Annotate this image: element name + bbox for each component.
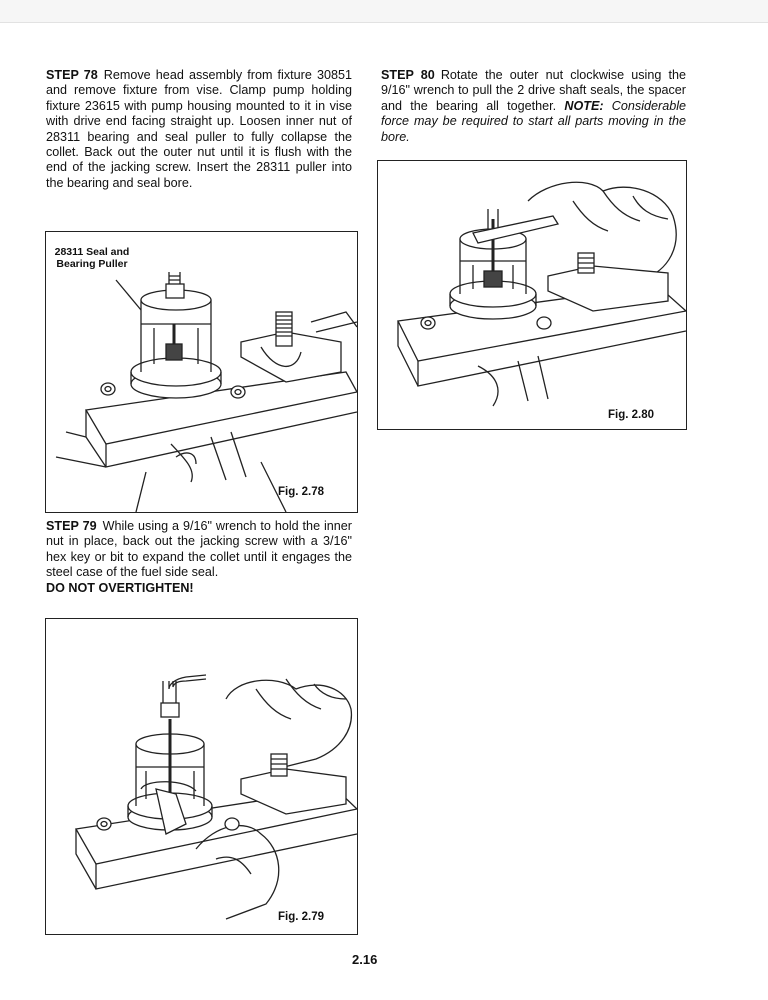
figure-2-79-illustration (46, 619, 357, 934)
step-80-note-label: NOTE: (564, 98, 604, 113)
figure-2-79-caption: Fig. 2.79 (278, 911, 325, 923)
step-79-text (46, 519, 352, 596)
step-80-note-text: Considerable force may be required to start all parts moving in the bore. (381, 98, 687, 144)
step-80-text (381, 68, 686, 145)
figure-2-78-illustration (46, 232, 357, 512)
figure-2-78-caption: Fig. 2.78 (278, 486, 325, 498)
step-78-text (46, 68, 352, 191)
figure-2-78 (45, 231, 358, 513)
step-79-warning: DO NOT OVERTIGHTEN! (46, 580, 194, 595)
viewer-top-bar (0, 0, 768, 23)
step-80-body: Rotate the outer nut clockwise using the 9/16" wrench to pull the 2 drive shaft seals, the spacer and the bearing all together. (381, 68, 686, 113)
figure-2-80-caption: Fig. 2.80 (608, 409, 655, 421)
figure-2-80 (377, 160, 687, 430)
step-78-label: STEP 78 (46, 68, 98, 82)
step-78-body: Remove head assembly from fixture 30851 and remove fixture from vise. Clamp pump holding fixture 23615 with pump housing mounted to it in vise with drive end facing straight up. Loosen inner nut of 28311 bearing and seal puller to fully collapse the collet. Back out the outer nut until it is flush with the end of the jacking screw. Insert the 28311 puller into the bearing and seal bore. (46, 68, 352, 190)
figure-2-79 (45, 618, 358, 935)
figure-2-78-callout: 28311 Seal and Bearing Puller (54, 246, 130, 270)
step-79-label: STEP 79 (46, 519, 97, 533)
figure-2-80-illustration (378, 161, 686, 429)
page-number: 2.16 (352, 952, 378, 967)
step-79-body: While using a 9/16" wrench to hold the inner nut in place, back out the jacking screw with a 3/16" hex key or bit to expand the collet until it engages the steel case of the fuel side seal. (46, 519, 352, 580)
step-80-label: STEP 80 (381, 68, 435, 82)
